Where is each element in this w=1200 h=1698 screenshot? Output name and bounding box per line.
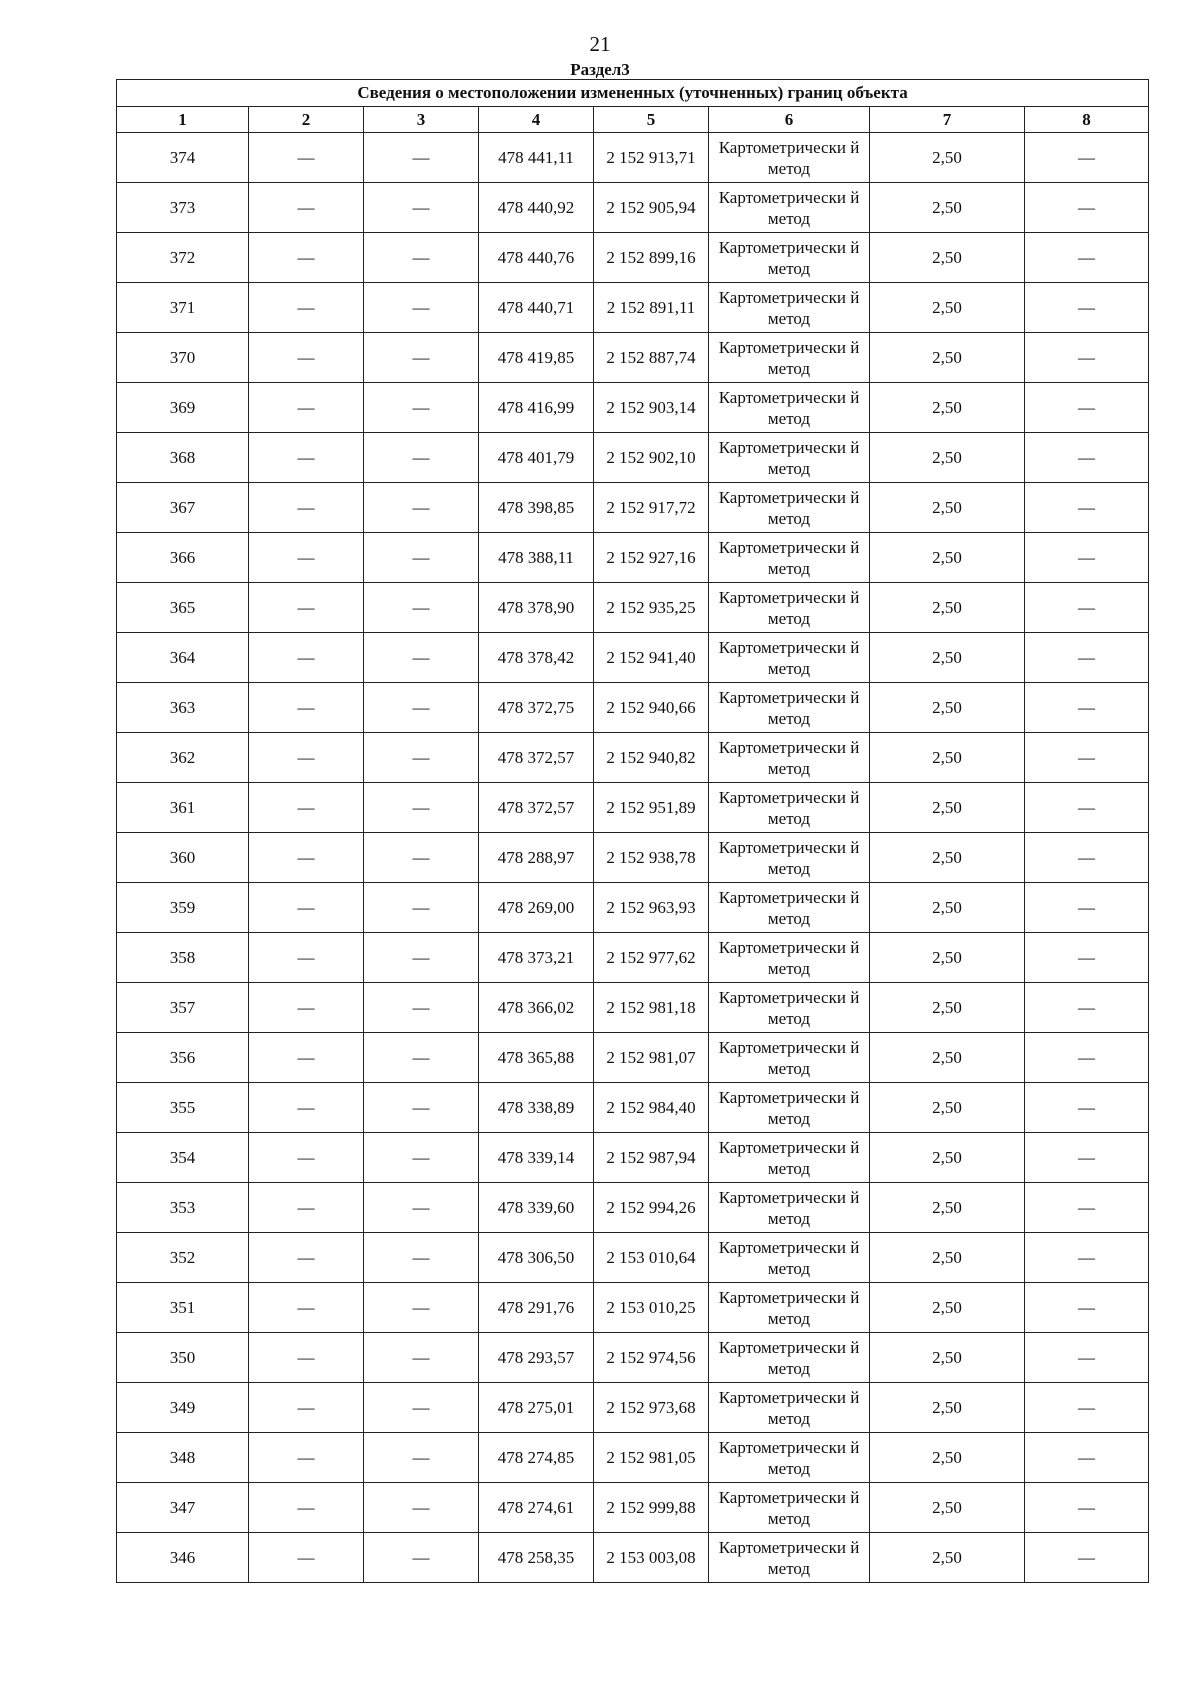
x-coordinate-cell: 478 339,60 — [479, 1183, 594, 1233]
method-cell: Картометрически й метод — [709, 1033, 870, 1083]
x-coordinate-cell: 478 274,61 — [479, 1483, 594, 1533]
column-header: 7 — [870, 107, 1025, 133]
y-coordinate-cell: 2 152 917,72 — [594, 483, 709, 533]
col8-cell: — — [1025, 883, 1149, 933]
col2-cell: — — [249, 1133, 364, 1183]
point-number-cell: 351 — [117, 1283, 249, 1333]
method-cell: Картометрически й метод — [709, 1183, 870, 1233]
col3-cell: — — [364, 1033, 479, 1083]
point-number-cell: 354 — [117, 1133, 249, 1183]
method-cell: Картометрически й метод — [709, 1083, 870, 1133]
accuracy-cell: 2,50 — [870, 233, 1025, 283]
y-coordinate-cell: 2 152 887,74 — [594, 333, 709, 383]
table-body — [117, 133, 1149, 1583]
accuracy-cell: 2,50 — [870, 283, 1025, 333]
col2-cell: — — [249, 383, 364, 433]
accuracy-cell: 2,50 — [870, 1033, 1025, 1083]
accuracy-cell: 2,50 — [870, 433, 1025, 483]
table-row — [117, 983, 1149, 1033]
point-number-cell: 364 — [117, 633, 249, 683]
col8-cell: — — [1025, 1033, 1149, 1083]
col2-cell: — — [249, 333, 364, 383]
method-cell: Картометрически й метод — [709, 683, 870, 733]
table-row — [117, 333, 1149, 383]
col3-cell: — — [364, 983, 479, 1033]
table-row — [117, 1333, 1149, 1383]
point-number-cell: 368 — [117, 433, 249, 483]
column-header: 3 — [364, 107, 479, 133]
accuracy-cell: 2,50 — [870, 1133, 1025, 1183]
col8-cell: — — [1025, 633, 1149, 683]
table-row — [117, 683, 1149, 733]
point-number-cell: 352 — [117, 1233, 249, 1283]
accuracy-cell: 2,50 — [870, 483, 1025, 533]
column-header-row — [117, 107, 1149, 133]
col8-cell: — — [1025, 983, 1149, 1033]
x-coordinate-cell: 478 365,88 — [479, 1033, 594, 1083]
col2-cell: — — [249, 283, 364, 333]
x-coordinate-cell: 478 338,89 — [479, 1083, 594, 1133]
point-number-cell: 373 — [117, 183, 249, 233]
accuracy-cell: 2,50 — [870, 883, 1025, 933]
col8-cell: — — [1025, 433, 1149, 483]
col3-cell: — — [364, 283, 479, 333]
method-cell: Картометрически й метод — [709, 1383, 870, 1433]
boundary-coordinates-table — [116, 79, 1149, 1583]
accuracy-cell: 2,50 — [870, 783, 1025, 833]
x-coordinate-cell: 478 398,85 — [479, 483, 594, 533]
section-title: Раздел3 — [570, 60, 630, 79]
y-coordinate-cell: 2 152 977,62 — [594, 933, 709, 983]
table-row — [117, 283, 1149, 333]
x-coordinate-cell: 478 440,76 — [479, 233, 594, 283]
col2-cell: — — [249, 633, 364, 683]
accuracy-cell: 2,50 — [870, 1233, 1025, 1283]
accuracy-cell: 2,50 — [870, 333, 1025, 383]
point-number-cell: 370 — [117, 333, 249, 383]
col2-cell: — — [249, 533, 364, 583]
x-coordinate-cell: 478 269,00 — [479, 883, 594, 933]
y-coordinate-cell: 2 152 963,93 — [594, 883, 709, 933]
col2-cell: — — [249, 1233, 364, 1283]
x-coordinate-cell: 478 372,75 — [479, 683, 594, 733]
method-cell: Картометрически й метод — [709, 833, 870, 883]
accuracy-cell: 2,50 — [870, 683, 1025, 733]
method-cell: Картометрически й метод — [709, 583, 870, 633]
col2-cell: — — [249, 1483, 364, 1533]
point-number-cell: 358 — [117, 933, 249, 983]
table-row — [117, 1233, 1149, 1283]
y-coordinate-cell: 2 152 974,56 — [594, 1333, 709, 1383]
x-coordinate-cell: 478 440,92 — [479, 183, 594, 233]
col8-cell: — — [1025, 783, 1149, 833]
point-number-cell: 356 — [117, 1033, 249, 1083]
method-cell: Картометрически й метод — [709, 1433, 870, 1483]
table-row — [117, 933, 1149, 983]
col3-cell: — — [364, 133, 479, 183]
col3-cell: — — [364, 533, 479, 583]
col8-cell: — — [1025, 1483, 1149, 1533]
method-cell: Картометрически й метод — [709, 383, 870, 433]
table-row — [117, 733, 1149, 783]
col3-cell: — — [364, 1233, 479, 1283]
point-number-cell: 371 — [117, 283, 249, 333]
accuracy-cell: 2,50 — [870, 633, 1025, 683]
method-cell: Картометрически й метод — [709, 283, 870, 333]
page-number: 21 — [589, 32, 611, 56]
col3-cell: — — [364, 483, 479, 533]
accuracy-cell: 2,50 — [870, 1083, 1025, 1133]
method-cell: Картометрически й метод — [709, 1333, 870, 1383]
col8-cell: — — [1025, 583, 1149, 633]
y-coordinate-cell: 2 152 999,88 — [594, 1483, 709, 1533]
y-coordinate-cell: 2 153 003,08 — [594, 1533, 709, 1583]
table-row — [117, 133, 1149, 183]
method-cell: Картометрически й метод — [709, 1533, 870, 1583]
x-coordinate-cell: 478 291,76 — [479, 1283, 594, 1333]
accuracy-cell: 2,50 — [870, 1283, 1025, 1333]
col2-cell: — — [249, 683, 364, 733]
x-coordinate-cell: 478 419,85 — [479, 333, 594, 383]
col8-cell: — — [1025, 733, 1149, 783]
col2-cell: — — [249, 233, 364, 283]
col2-cell: — — [249, 1383, 364, 1433]
method-cell: Картометрически й метод — [709, 633, 870, 683]
col3-cell: — — [364, 933, 479, 983]
y-coordinate-cell: 2 152 905,94 — [594, 183, 709, 233]
col2-cell: — — [249, 983, 364, 1033]
point-number-cell: 355 — [117, 1083, 249, 1133]
method-cell: Картометрически й метод — [709, 1133, 870, 1183]
point-number-cell: 374 — [117, 133, 249, 183]
point-number-cell: 350 — [117, 1333, 249, 1383]
table-row — [117, 1533, 1149, 1583]
method-cell: Картометрически й метод — [709, 783, 870, 833]
col8-cell: — — [1025, 1183, 1149, 1233]
col3-cell: — — [364, 1433, 479, 1483]
x-coordinate-cell: 478 274,85 — [479, 1433, 594, 1483]
accuracy-cell: 2,50 — [870, 1433, 1025, 1483]
y-coordinate-cell: 2 152 984,40 — [594, 1083, 709, 1133]
y-coordinate-cell: 2 152 891,11 — [594, 283, 709, 333]
col3-cell: — — [364, 1133, 479, 1183]
method-cell: Картометрически й метод — [709, 433, 870, 483]
point-number-cell: 359 — [117, 883, 249, 933]
y-coordinate-cell: 2 152 973,68 — [594, 1383, 709, 1433]
y-coordinate-cell: 2 152 938,78 — [594, 833, 709, 883]
y-coordinate-cell: 2 152 981,18 — [594, 983, 709, 1033]
table-row — [117, 1083, 1149, 1133]
y-coordinate-cell: 2 153 010,25 — [594, 1283, 709, 1333]
method-cell: Картометрически й метод — [709, 483, 870, 533]
col2-cell: — — [249, 783, 364, 833]
col3-cell: — — [364, 433, 479, 483]
x-coordinate-cell: 478 372,57 — [479, 783, 594, 833]
col8-cell: — — [1025, 1333, 1149, 1383]
method-cell: Картометрически й метод — [709, 733, 870, 783]
col2-cell: — — [249, 933, 364, 983]
col3-cell: — — [364, 1183, 479, 1233]
table-row — [117, 783, 1149, 833]
x-coordinate-cell: 478 372,57 — [479, 733, 594, 783]
point-number-cell: 349 — [117, 1383, 249, 1433]
accuracy-cell: 2,50 — [870, 1333, 1025, 1383]
point-number-cell: 346 — [117, 1533, 249, 1583]
col2-cell: — — [249, 1333, 364, 1383]
col2-cell: — — [249, 833, 364, 883]
y-coordinate-cell: 2 152 941,40 — [594, 633, 709, 683]
col3-cell: — — [364, 883, 479, 933]
table-row — [117, 1033, 1149, 1083]
col3-cell: — — [364, 1333, 479, 1383]
y-coordinate-cell: 2 152 994,26 — [594, 1183, 709, 1233]
y-coordinate-cell: 2 152 902,10 — [594, 433, 709, 483]
col3-cell: — — [364, 683, 479, 733]
col8-cell: — — [1025, 133, 1149, 183]
method-cell: Картометрически й метод — [709, 1233, 870, 1283]
column-header: 4 — [479, 107, 594, 133]
column-header: 5 — [594, 107, 709, 133]
column-header: 6 — [709, 107, 870, 133]
col3-cell: — — [364, 1283, 479, 1333]
method-cell: Картометрически й метод — [709, 1283, 870, 1333]
y-coordinate-cell: 2 152 927,16 — [594, 533, 709, 583]
point-number-cell: 363 — [117, 683, 249, 733]
table-row — [117, 183, 1149, 233]
col3-cell: — — [364, 733, 479, 783]
x-coordinate-cell: 478 440,71 — [479, 283, 594, 333]
col2-cell: — — [249, 1183, 364, 1233]
table-row — [117, 1433, 1149, 1483]
x-coordinate-cell: 478 441,11 — [479, 133, 594, 183]
col8-cell: — — [1025, 933, 1149, 983]
table-row — [117, 1483, 1149, 1533]
y-coordinate-cell: 2 152 903,14 — [594, 383, 709, 433]
col2-cell: — — [249, 183, 364, 233]
accuracy-cell: 2,50 — [870, 1533, 1025, 1583]
accuracy-cell: 2,50 — [870, 733, 1025, 783]
x-coordinate-cell: 478 373,21 — [479, 933, 594, 983]
col8-cell: — — [1025, 833, 1149, 883]
point-number-cell: 347 — [117, 1483, 249, 1533]
method-cell: Картометрически й метод — [709, 983, 870, 1033]
table-row — [117, 383, 1149, 433]
column-header: 8 — [1025, 107, 1149, 133]
point-number-cell: 357 — [117, 983, 249, 1033]
col2-cell: — — [249, 733, 364, 783]
col2-cell: — — [249, 133, 364, 183]
col8-cell: — — [1025, 1533, 1149, 1583]
method-cell: Картометрически й метод — [709, 933, 870, 983]
col8-cell: — — [1025, 683, 1149, 733]
accuracy-cell: 2,50 — [870, 1483, 1025, 1533]
table-row — [117, 483, 1149, 533]
point-number-cell: 362 — [117, 733, 249, 783]
col3-cell: — — [364, 1383, 479, 1433]
accuracy-cell: 2,50 — [870, 933, 1025, 983]
point-number-cell: 365 — [117, 583, 249, 633]
col8-cell: — — [1025, 1133, 1149, 1183]
method-cell: Картометрически й метод — [709, 183, 870, 233]
method-cell: Картометрически й метод — [709, 883, 870, 933]
accuracy-cell: 2,50 — [870, 583, 1025, 633]
table-row — [117, 1283, 1149, 1333]
x-coordinate-cell: 478 378,90 — [479, 583, 594, 633]
col8-cell: — — [1025, 1233, 1149, 1283]
col3-cell: — — [364, 1533, 479, 1583]
col3-cell: — — [364, 1483, 479, 1533]
y-coordinate-cell: 2 152 935,25 — [594, 583, 709, 633]
point-number-cell: 348 — [117, 1433, 249, 1483]
col8-cell: — — [1025, 533, 1149, 583]
y-coordinate-cell: 2 152 940,66 — [594, 683, 709, 733]
point-number-cell: 369 — [117, 383, 249, 433]
x-coordinate-cell: 478 339,14 — [479, 1133, 594, 1183]
col2-cell: — — [249, 1533, 364, 1583]
accuracy-cell: 2,50 — [870, 1383, 1025, 1433]
y-coordinate-cell: 2 152 940,82 — [594, 733, 709, 783]
point-number-cell: 361 — [117, 783, 249, 833]
x-coordinate-cell: 478 401,79 — [479, 433, 594, 483]
table-caption: Сведения о местоположении измененных (уточненных) границ объекта — [117, 80, 1149, 107]
point-number-cell: 372 — [117, 233, 249, 283]
accuracy-cell: 2,50 — [870, 183, 1025, 233]
x-coordinate-cell: 478 258,35 — [479, 1533, 594, 1583]
column-header: 2 — [249, 107, 364, 133]
x-coordinate-cell: 478 275,01 — [479, 1383, 594, 1433]
col3-cell: — — [364, 783, 479, 833]
col2-cell: — — [249, 1033, 364, 1083]
col3-cell: — — [364, 1083, 479, 1133]
y-coordinate-cell: 2 152 981,05 — [594, 1433, 709, 1483]
accuracy-cell: 2,50 — [870, 833, 1025, 883]
col3-cell: — — [364, 233, 479, 283]
col3-cell: — — [364, 633, 479, 683]
col2-cell: — — [249, 433, 364, 483]
col8-cell: — — [1025, 333, 1149, 383]
x-coordinate-cell: 478 366,02 — [479, 983, 594, 1033]
col8-cell: — — [1025, 1433, 1149, 1483]
y-coordinate-cell: 2 152 913,71 — [594, 133, 709, 183]
x-coordinate-cell: 478 288,97 — [479, 833, 594, 883]
accuracy-cell: 2,50 — [870, 983, 1025, 1033]
accuracy-cell: 2,50 — [870, 1183, 1025, 1233]
col8-cell: — — [1025, 1083, 1149, 1133]
table-row — [117, 633, 1149, 683]
x-coordinate-cell: 478 388,11 — [479, 533, 594, 583]
point-number-cell: 367 — [117, 483, 249, 533]
table-row — [117, 883, 1149, 933]
col3-cell: — — [364, 583, 479, 633]
accuracy-cell: 2,50 — [870, 533, 1025, 583]
col2-cell: — — [249, 483, 364, 533]
col3-cell: — — [364, 833, 479, 883]
table-row — [117, 1133, 1149, 1183]
table-row — [117, 433, 1149, 483]
col8-cell: — — [1025, 1283, 1149, 1333]
x-coordinate-cell: 478 378,42 — [479, 633, 594, 683]
point-number-cell: 353 — [117, 1183, 249, 1233]
x-coordinate-cell: 478 293,57 — [479, 1333, 594, 1383]
table-row — [117, 583, 1149, 633]
col8-cell: — — [1025, 183, 1149, 233]
col8-cell: — — [1025, 283, 1149, 333]
y-coordinate-cell: 2 152 987,94 — [594, 1133, 709, 1183]
column-header: 1 — [117, 107, 249, 133]
method-cell: Картометрически й метод — [709, 533, 870, 583]
accuracy-cell: 2,50 — [870, 133, 1025, 183]
method-cell: Картометрически й метод — [709, 133, 870, 183]
table-row — [117, 533, 1149, 583]
col3-cell: — — [364, 333, 479, 383]
method-cell: Картометрически й метод — [709, 1483, 870, 1533]
col2-cell: — — [249, 1283, 364, 1333]
table-row — [117, 833, 1149, 883]
table-row — [117, 1183, 1149, 1233]
point-number-cell: 360 — [117, 833, 249, 883]
col8-cell: — — [1025, 233, 1149, 283]
table-row — [117, 233, 1149, 283]
method-cell: Картометрически й метод — [709, 333, 870, 383]
col3-cell: — — [364, 183, 479, 233]
y-coordinate-cell: 2 153 010,64 — [594, 1233, 709, 1283]
col2-cell: — — [249, 1083, 364, 1133]
method-cell: Картометрически й метод — [709, 233, 870, 283]
col8-cell: — — [1025, 483, 1149, 533]
accuracy-cell: 2,50 — [870, 383, 1025, 433]
col2-cell: — — [249, 1433, 364, 1483]
col3-cell: — — [364, 383, 479, 433]
y-coordinate-cell: 2 152 981,07 — [594, 1033, 709, 1083]
col2-cell: — — [249, 883, 364, 933]
point-number-cell: 366 — [117, 533, 249, 583]
x-coordinate-cell: 478 416,99 — [479, 383, 594, 433]
col8-cell: — — [1025, 1383, 1149, 1433]
x-coordinate-cell: 478 306,50 — [479, 1233, 594, 1283]
col2-cell: — — [249, 583, 364, 633]
col8-cell: — — [1025, 383, 1149, 433]
y-coordinate-cell: 2 152 899,16 — [594, 233, 709, 283]
table-row — [117, 1383, 1149, 1433]
y-coordinate-cell: 2 152 951,89 — [594, 783, 709, 833]
